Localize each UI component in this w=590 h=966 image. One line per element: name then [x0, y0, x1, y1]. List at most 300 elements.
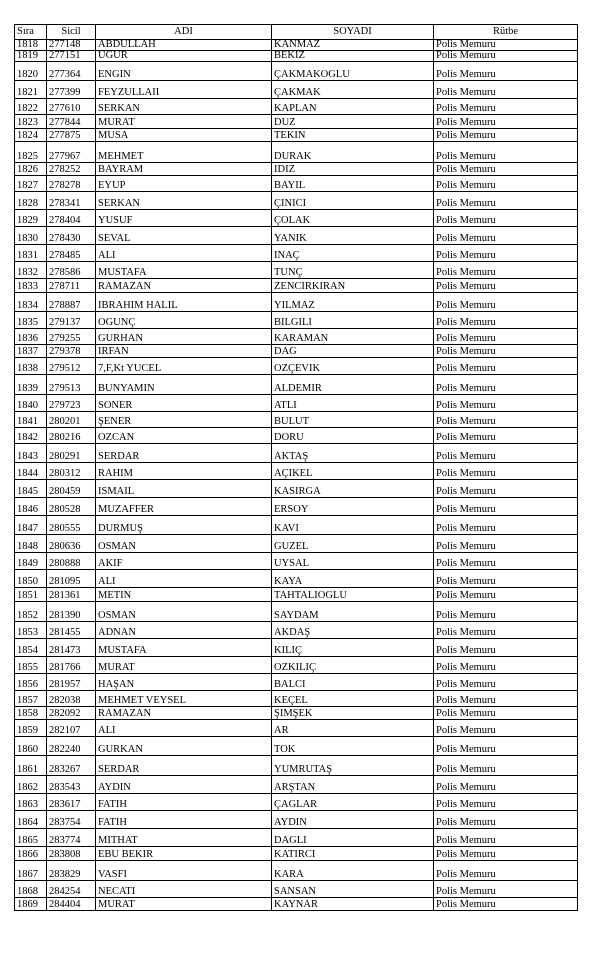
cell-rutbe: Polis Memuru: [434, 279, 578, 293]
cell-adi: MITHAT: [96, 829, 272, 847]
table-row: [15, 142, 578, 163]
cell-rutbe: Polis Memuru: [434, 516, 578, 535]
cell-rutbe: Polis Memuru: [434, 811, 578, 829]
cell-sicil: 281473: [47, 639, 96, 657]
cell-rutbe: Polis Memuru: [434, 829, 578, 847]
cell-sicil: 280291: [47, 444, 96, 463]
cell-adi: MURAT: [96, 657, 272, 674]
cell-soyadi: BALCI: [272, 674, 434, 691]
cell-rutbe: Polis Memuru: [434, 756, 578, 776]
cell-sira: 1832: [15, 262, 47, 279]
table-row: [15, 480, 578, 498]
cell-sicil: 279255: [47, 329, 96, 345]
cell-rutbe: Polis Memuru: [434, 142, 578, 163]
cell-adi: IBRAHIM HALIL: [96, 293, 272, 312]
table-row: [15, 829, 578, 847]
cell-soyadi: GUZEL: [272, 535, 434, 553]
header-row: [15, 25, 578, 40]
cell-sira: 1831: [15, 245, 47, 262]
cell-soyadi: TOK: [272, 737, 434, 756]
cell-sicil: 280528: [47, 498, 96, 516]
cell-adi: SERKAN: [96, 192, 272, 210]
table-row: [15, 227, 578, 245]
cell-soyadi: YILMAZ: [272, 293, 434, 312]
cell-adi: ALI: [96, 720, 272, 737]
cell-sira: 1866: [15, 847, 47, 861]
table-row: [15, 639, 578, 657]
cell-sira: 1818: [15, 40, 47, 51]
cell-sira: 1824: [15, 129, 47, 142]
cell-sira: 1835: [15, 312, 47, 329]
cell-sicil: 283267: [47, 756, 96, 776]
cell-rutbe: Polis Memuru: [434, 794, 578, 811]
cell-rutbe: Polis Memuru: [434, 192, 578, 210]
cell-soyadi: OZKILIÇ: [272, 657, 434, 674]
cell-rutbe: Polis Memuru: [434, 375, 578, 395]
table-row: [15, 691, 578, 707]
cell-soyadi: YUMRUTAŞ: [272, 756, 434, 776]
cell-sira: 1846: [15, 498, 47, 516]
cell-adi: MUSTAFA: [96, 639, 272, 657]
cell-soyadi: ATLI: [272, 395, 434, 412]
cell-sira: 1848: [15, 535, 47, 553]
cell-rutbe: Polis Memuru: [434, 412, 578, 428]
cell-adi: AKIF: [96, 553, 272, 570]
cell-sira: 1843: [15, 444, 47, 463]
cell-sicil: 277844: [47, 115, 96, 129]
cell-sicil: 283808: [47, 847, 96, 861]
cell-rutbe: Polis Memuru: [434, 622, 578, 639]
cell-sicil: 280555: [47, 516, 96, 535]
header-sicil: Sicil: [47, 25, 96, 40]
cell-rutbe: Polis Memuru: [434, 707, 578, 720]
cell-soyadi: KILIÇ: [272, 639, 434, 657]
cell-sicil: 284254: [47, 881, 96, 898]
cell-rutbe: Polis Memuru: [434, 881, 578, 898]
header-soyadi: SOYADI: [272, 25, 434, 40]
cell-soyadi: KAYA: [272, 570, 434, 588]
cell-sicil: 277364: [47, 62, 96, 81]
cell-adi: MEHMET VEYSEL: [96, 691, 272, 707]
cell-adi: SEVAL: [96, 227, 272, 245]
cell-adi: GURHAN: [96, 329, 272, 345]
cell-rutbe: Polis Memuru: [434, 776, 578, 794]
cell-adi: VASFI: [96, 861, 272, 881]
cell-sira: 1823: [15, 115, 47, 129]
cell-soyadi: DAG: [272, 345, 434, 358]
cell-rutbe: Polis Memuru: [434, 639, 578, 657]
table-row: [15, 345, 578, 358]
cell-adi: FEYZULLAII: [96, 81, 272, 99]
cell-sicil: 281390: [47, 602, 96, 622]
cell-rutbe: Polis Memuru: [434, 720, 578, 737]
table-row: [15, 129, 578, 142]
cell-adi: AYDIN: [96, 776, 272, 794]
table-row: [15, 293, 578, 312]
cell-sicil: 280216: [47, 428, 96, 444]
cell-soyadi: ALDEMIR: [272, 375, 434, 395]
table-row: [15, 163, 578, 176]
cell-soyadi: ÇAKMAK: [272, 81, 434, 99]
cell-soyadi: KANMAZ: [272, 40, 434, 51]
cell-sira: 1820: [15, 62, 47, 81]
cell-soyadi: KATIRCI: [272, 847, 434, 861]
cell-sicil: 277399: [47, 81, 96, 99]
cell-adi: OZCAN: [96, 428, 272, 444]
cell-sicil: 283754: [47, 811, 96, 829]
cell-sicil: 279512: [47, 358, 96, 375]
table-row: [15, 463, 578, 480]
cell-soyadi: KEÇEL: [272, 691, 434, 707]
cell-soyadi: AKDAŞ: [272, 622, 434, 639]
cell-rutbe: Polis Memuru: [434, 293, 578, 312]
cell-rutbe: Polis Memuru: [434, 674, 578, 691]
cell-rutbe: Polis Memuru: [434, 737, 578, 756]
cell-sira: 1857: [15, 691, 47, 707]
cell-sira: 1828: [15, 192, 47, 210]
cell-rutbe: Polis Memuru: [434, 163, 578, 176]
cell-soyadi: BILGILI: [272, 312, 434, 329]
cell-adi: MURAT: [96, 115, 272, 129]
cell-adi: FATIH: [96, 794, 272, 811]
cell-soyadi: KAVI: [272, 516, 434, 535]
cell-sira: 1847: [15, 516, 47, 535]
cell-rutbe: Polis Memuru: [434, 210, 578, 227]
cell-adi: MUZAFFER: [96, 498, 272, 516]
cell-sira: 1858: [15, 707, 47, 720]
cell-sicil: 279137: [47, 312, 96, 329]
cell-sicil: 284404: [47, 898, 96, 911]
cell-rutbe: Polis Memuru: [434, 463, 578, 480]
cell-sicil: 283543: [47, 776, 96, 794]
cell-soyadi: OZÇEVIK: [272, 358, 434, 375]
cell-rutbe: Polis Memuru: [434, 498, 578, 516]
cell-rutbe: Polis Memuru: [434, 345, 578, 358]
cell-adi: RAMAZAN: [96, 279, 272, 293]
cell-soyadi: KAYNAR: [272, 898, 434, 911]
cell-sira: 1822: [15, 99, 47, 115]
cell-sira: 1853: [15, 622, 47, 639]
table-row: [15, 707, 578, 720]
table-row: [15, 412, 578, 428]
cell-sira: 1821: [15, 81, 47, 99]
cell-sicil: 280312: [47, 463, 96, 480]
cell-adi: ABDULLAH: [96, 40, 272, 51]
cell-sicil: 277148: [47, 40, 96, 51]
cell-sicil: 278711: [47, 279, 96, 293]
cell-sira: 1838: [15, 358, 47, 375]
cell-sira: 1854: [15, 639, 47, 657]
cell-sira: 1852: [15, 602, 47, 622]
cell-sira: 1865: [15, 829, 47, 847]
cell-sicil: 278252: [47, 163, 96, 176]
cell-sira: 1833: [15, 279, 47, 293]
cell-adi: IRFAN: [96, 345, 272, 358]
cell-soyadi: YANIK: [272, 227, 434, 245]
cell-soyadi: TAHTALIOGLU: [272, 588, 434, 602]
table-row: [15, 776, 578, 794]
header-adi: ADI: [96, 25, 272, 40]
table-row: [15, 737, 578, 756]
cell-adi: OSMAN: [96, 602, 272, 622]
header-sira: Sıra: [15, 25, 47, 40]
cell-sicil: 282240: [47, 737, 96, 756]
cell-adi: ADNAN: [96, 622, 272, 639]
table-row: [15, 588, 578, 602]
table-row: [15, 553, 578, 570]
cell-sira: 1842: [15, 428, 47, 444]
cell-sira: 1830: [15, 227, 47, 245]
cell-sira: 1845: [15, 480, 47, 498]
cell-sira: 1867: [15, 861, 47, 881]
cell-adi: ALI: [96, 570, 272, 588]
table-row: [15, 428, 578, 444]
cell-soyadi: ÇINICI: [272, 192, 434, 210]
table-row: [15, 62, 578, 81]
cell-rutbe: Polis Memuru: [434, 129, 578, 142]
table-row: [15, 881, 578, 898]
cell-sira: 1869: [15, 898, 47, 911]
table-row: [15, 99, 578, 115]
cell-soyadi: BEKIZ: [272, 51, 434, 62]
cell-rutbe: Polis Memuru: [434, 245, 578, 262]
cell-rutbe: Polis Memuru: [434, 535, 578, 553]
cell-soyadi: ÇOLAK: [272, 210, 434, 227]
cell-soyadi: ERSOY: [272, 498, 434, 516]
cell-sicil: 280888: [47, 553, 96, 570]
cell-soyadi: KASIRGA: [272, 480, 434, 498]
cell-sicil: 277967: [47, 142, 96, 163]
cell-adi: NECATI: [96, 881, 272, 898]
cell-sicil: 283774: [47, 829, 96, 847]
cell-adi: SERDAR: [96, 444, 272, 463]
table-row: [15, 498, 578, 516]
table-row: [15, 262, 578, 279]
cell-sicil: 277151: [47, 51, 96, 62]
cell-soyadi: DURAK: [272, 142, 434, 163]
cell-rutbe: Polis Memuru: [434, 602, 578, 622]
cell-rutbe: Polis Memuru: [434, 553, 578, 570]
table-row: [15, 312, 578, 329]
cell-sicil: 282038: [47, 691, 96, 707]
cell-sicil: 279378: [47, 345, 96, 358]
cell-sira: 1868: [15, 881, 47, 898]
cell-rutbe: Polis Memuru: [434, 262, 578, 279]
cell-soyadi: AR: [272, 720, 434, 737]
table-row: [15, 210, 578, 227]
cell-rutbe: Polis Memuru: [434, 480, 578, 498]
cell-sira: 1850: [15, 570, 47, 588]
cell-adi: UGUR: [96, 51, 272, 62]
cell-sira: 1836: [15, 329, 47, 345]
table-row: [15, 516, 578, 535]
cell-sicil: 281766: [47, 657, 96, 674]
cell-adi: ENGIN: [96, 62, 272, 81]
table-row: [15, 898, 578, 911]
cell-sicil: 280201: [47, 412, 96, 428]
cell-sira: 1841: [15, 412, 47, 428]
table-row: [15, 395, 578, 412]
cell-adi: YUSUF: [96, 210, 272, 227]
cell-soyadi: KARAMAN: [272, 329, 434, 345]
cell-sicil: 278586: [47, 262, 96, 279]
cell-rutbe: Polis Memuru: [434, 588, 578, 602]
cell-rutbe: Polis Memuru: [434, 898, 578, 911]
cell-adi: MEHMET: [96, 142, 272, 163]
cell-adi: SONER: [96, 395, 272, 412]
cell-sira: 1844: [15, 463, 47, 480]
cell-soyadi: SAYDAM: [272, 602, 434, 622]
table-row: [15, 570, 578, 588]
cell-sira: 1827: [15, 176, 47, 192]
table-row: [15, 657, 578, 674]
cell-adi: BUNYAMIN: [96, 375, 272, 395]
table-row: [15, 375, 578, 395]
table-row: [15, 176, 578, 192]
cell-sicil: 277875: [47, 129, 96, 142]
cell-soyadi: AKTAŞ: [272, 444, 434, 463]
cell-sicil: 280636: [47, 535, 96, 553]
cell-soyadi: AÇIKEL: [272, 463, 434, 480]
cell-sira: 1862: [15, 776, 47, 794]
cell-sira: 1819: [15, 51, 47, 62]
cell-sira: 1840: [15, 395, 47, 412]
cell-sicil: 281455: [47, 622, 96, 639]
cell-soyadi: UYSAL: [272, 553, 434, 570]
cell-soyadi: ÇAKMAKOGLU: [272, 62, 434, 81]
cell-soyadi: KARA: [272, 861, 434, 881]
cell-soyadi: ÇAGLAR: [272, 794, 434, 811]
table-row: [15, 720, 578, 737]
table-row: [15, 756, 578, 776]
cell-rutbe: Polis Memuru: [434, 40, 578, 51]
cell-rutbe: Polis Memuru: [434, 395, 578, 412]
cell-sicil: 277610: [47, 99, 96, 115]
cell-soyadi: TEKIN: [272, 129, 434, 142]
cell-soyadi: DUZ: [272, 115, 434, 129]
cell-sicil: 283617: [47, 794, 96, 811]
cell-rutbe: Polis Memuru: [434, 312, 578, 329]
cell-adi: MUSTAFA: [96, 262, 272, 279]
cell-sicil: 281095: [47, 570, 96, 588]
cell-sira: 1860: [15, 737, 47, 756]
cell-sicil: 283829: [47, 861, 96, 881]
cell-rutbe: Polis Memuru: [434, 444, 578, 463]
cell-sicil: 282107: [47, 720, 96, 737]
cell-sira: 1861: [15, 756, 47, 776]
cell-soyadi: ZENCIRKIRAN: [272, 279, 434, 293]
cell-sira: 1849: [15, 553, 47, 570]
cell-rutbe: Polis Memuru: [434, 861, 578, 881]
cell-adi: DURMUŞ: [96, 516, 272, 535]
cell-sira: 1825: [15, 142, 47, 163]
cell-sira: 1839: [15, 375, 47, 395]
cell-rutbe: Polis Memuru: [434, 115, 578, 129]
cell-rutbe: Polis Memuru: [434, 62, 578, 81]
cell-sicil: 278278: [47, 176, 96, 192]
cell-soyadi: TUNÇ: [272, 262, 434, 279]
table-row: [15, 444, 578, 463]
cell-adi: RAHIM: [96, 463, 272, 480]
cell-soyadi: DORU: [272, 428, 434, 444]
cell-adi: EYUP: [96, 176, 272, 192]
cell-rutbe: Polis Memuru: [434, 691, 578, 707]
table-row: [15, 51, 578, 62]
cell-adi: EBU BEKIR: [96, 847, 272, 861]
cell-sira: 1851: [15, 588, 47, 602]
cell-sira: 1837: [15, 345, 47, 358]
table-row: [15, 40, 578, 51]
cell-sira: 1864: [15, 811, 47, 829]
cell-soyadi: INAÇ: [272, 245, 434, 262]
cell-adi: GURKAN: [96, 737, 272, 756]
table-row: [15, 329, 578, 345]
cell-sira: 1826: [15, 163, 47, 176]
cell-soyadi: SANSAN: [272, 881, 434, 898]
cell-sicil: 278887: [47, 293, 96, 312]
cell-sicil: 278430: [47, 227, 96, 245]
table-row: [15, 674, 578, 691]
cell-adi: ŞENER: [96, 412, 272, 428]
cell-sicil: 278404: [47, 210, 96, 227]
cell-adi: RAMAZAN: [96, 707, 272, 720]
cell-sicil: 281361: [47, 588, 96, 602]
cell-sicil: 279513: [47, 375, 96, 395]
cell-sicil: 282092: [47, 707, 96, 720]
table-row: [15, 115, 578, 129]
cell-sicil: 279723: [47, 395, 96, 412]
table-row: [15, 535, 578, 553]
cell-rutbe: Polis Memuru: [434, 51, 578, 62]
cell-rutbe: Polis Memuru: [434, 329, 578, 345]
cell-rutbe: Polis Memuru: [434, 176, 578, 192]
cell-adi: ISMAIL: [96, 480, 272, 498]
cell-adi: MUSA: [96, 129, 272, 142]
cell-sicil: 281957: [47, 674, 96, 691]
cell-rutbe: Polis Memuru: [434, 570, 578, 588]
cell-soyadi: DAGLI: [272, 829, 434, 847]
cell-soyadi: ARŞTAN: [272, 776, 434, 794]
table-row: [15, 794, 578, 811]
cell-sira: 1863: [15, 794, 47, 811]
cell-sicil: 278485: [47, 245, 96, 262]
cell-adi: HAŞAN: [96, 674, 272, 691]
cell-sicil: 280459: [47, 480, 96, 498]
cell-soyadi: AYDIN: [272, 811, 434, 829]
table-row: [15, 847, 578, 861]
cell-rutbe: Polis Memuru: [434, 81, 578, 99]
table-row: [15, 622, 578, 639]
cell-rutbe: Polis Memuru: [434, 657, 578, 674]
cell-soyadi: KAPLAN: [272, 99, 434, 115]
personnel-table: [14, 24, 578, 911]
cell-adi: MURAT: [96, 898, 272, 911]
cell-soyadi: BAYIL: [272, 176, 434, 192]
header-rutbe: Rütbe: [434, 25, 578, 40]
cell-adi: METIN: [96, 588, 272, 602]
cell-soyadi: IDIZ: [272, 163, 434, 176]
table-body: [15, 40, 578, 911]
table-row: [15, 602, 578, 622]
cell-soyadi: ŞIMŞEK: [272, 707, 434, 720]
cell-sira: 1834: [15, 293, 47, 312]
table-row: [15, 811, 578, 829]
cell-adi: ALI: [96, 245, 272, 262]
cell-sicil: 278341: [47, 192, 96, 210]
cell-sira: 1829: [15, 210, 47, 227]
cell-adi: 7,F,Kt YUCEL: [96, 358, 272, 375]
cell-adi: BAYRAM: [96, 163, 272, 176]
